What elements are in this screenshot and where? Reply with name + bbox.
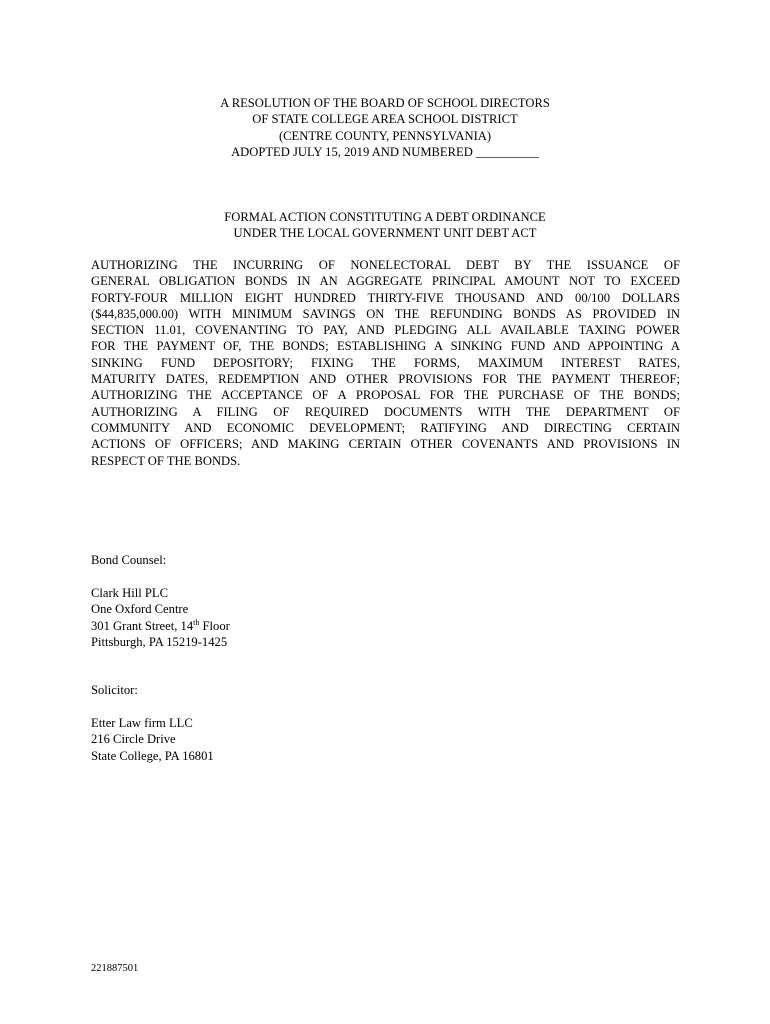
document-id: 221887501 (91, 963, 139, 974)
street-number: 301 Grant Street, 14 (91, 618, 194, 633)
firm-name: Etter Law firm LLC (91, 716, 193, 730)
solicitor-heading (91, 682, 138, 698)
authorization-paragraph (91, 257, 680, 469)
bond-counsel-heading (91, 552, 166, 568)
paragraph-line: FOR THE PAYMENT OF, THE BONDS; ESTABLISHING A SINKING FUND AND APPOINTING A (91, 339, 680, 354)
paragraph-line: MATURITY DATES, REDEMPTION AND OTHER PROVISIONS FOR THE PAYMENT THEREOF; (91, 372, 680, 387)
title-line: (CENTRE COUNTY, PENNSYLVANIA) (278, 128, 492, 143)
paragraph-line: AUTHORIZING A FILING OF REQUIRED DOCUMENTS WITH THE DEPARTMENT OF (91, 404, 680, 419)
title-line: A RESOLUTION OF THE BOARD OF SCHOOL DIRECTORS (220, 96, 550, 110)
street-address (91, 618, 230, 634)
action-line: UNDER THE LOCAL GOVERNMENT UNIT DEBT ACT (233, 226, 537, 241)
paragraph-line: FORTY-FOUR MILLION EIGHT HUNDRED THIRTY-FIVE THOUSAND AND 00/100 DOLLARS (91, 290, 680, 305)
resolution-title (0, 95, 770, 160)
paragraph-line: GENERAL OBLIGATION BONDS IN AN AGGREGATE PRINCIPAL AMOUNT NOT TO EXCEED (91, 274, 680, 289)
title-line: OF STATE COLLEGE AREA SCHOOL DISTRICT (252, 112, 518, 127)
paragraph-line: ($44,835,000.00) WITH MINIMUM SAVINGS ON THE REFUNDING BONDS AS PROVIDED IN (91, 306, 680, 321)
building-name: One Oxford Centre (91, 602, 189, 617)
bond-counsel-label: Bond Counsel: (91, 553, 167, 567)
title-line: ADOPTED JULY 15, 2019 AND NUMBERED __________ (231, 144, 539, 159)
street-address: 216 Circle Drive (91, 732, 176, 747)
paragraph-line: ACTIONS OF OFFICERS; AND MAKING CERTAIN OTHER COVENANTS AND PROVISIONS IN (91, 437, 680, 452)
city-state-zip: State College, PA 16801 (91, 748, 214, 763)
paragraph-line: RESPECT OF THE BONDS. (91, 453, 241, 468)
floor-label: Floor (199, 618, 230, 633)
ordinal-suffix: th (193, 617, 200, 627)
solicitor-address (91, 715, 214, 764)
formal-action-heading (0, 209, 770, 242)
city-state-zip: Pittsburgh, PA 15219-1425 (91, 634, 228, 649)
paragraph-line: SINKING FUND DEPOSITORY; FIXING THE FORMS, MAXIMUM INTEREST RATES, (91, 355, 680, 370)
firm-name: Clark Hill PLC (91, 586, 168, 600)
solicitor-label: Solicitor: (91, 683, 138, 697)
paragraph-line: COMMUNITY AND ECONOMIC DEVELOPMENT; RATIFYING AND DIRECTING CERTAIN (91, 420, 680, 435)
paragraph-line: AUTHORIZING THE INCURRING OF NONELECTORAL DEBT BY THE ISSUANCE OF (91, 258, 680, 272)
paragraph-line: AUTHORIZING THE ACCEPTANCE OF A PROPOSAL FOR THE PURCHASE OF THE BONDS; (91, 388, 680, 403)
paragraph-line: SECTION 11.01, COVENANTING TO PAY, AND PLEDGING ALL AVAILABLE TAXING POWER (91, 323, 680, 338)
bond-counsel-address (91, 585, 230, 650)
action-line: FORMAL ACTION CONSTITUTING A DEBT ORDINANCE (224, 210, 546, 224)
